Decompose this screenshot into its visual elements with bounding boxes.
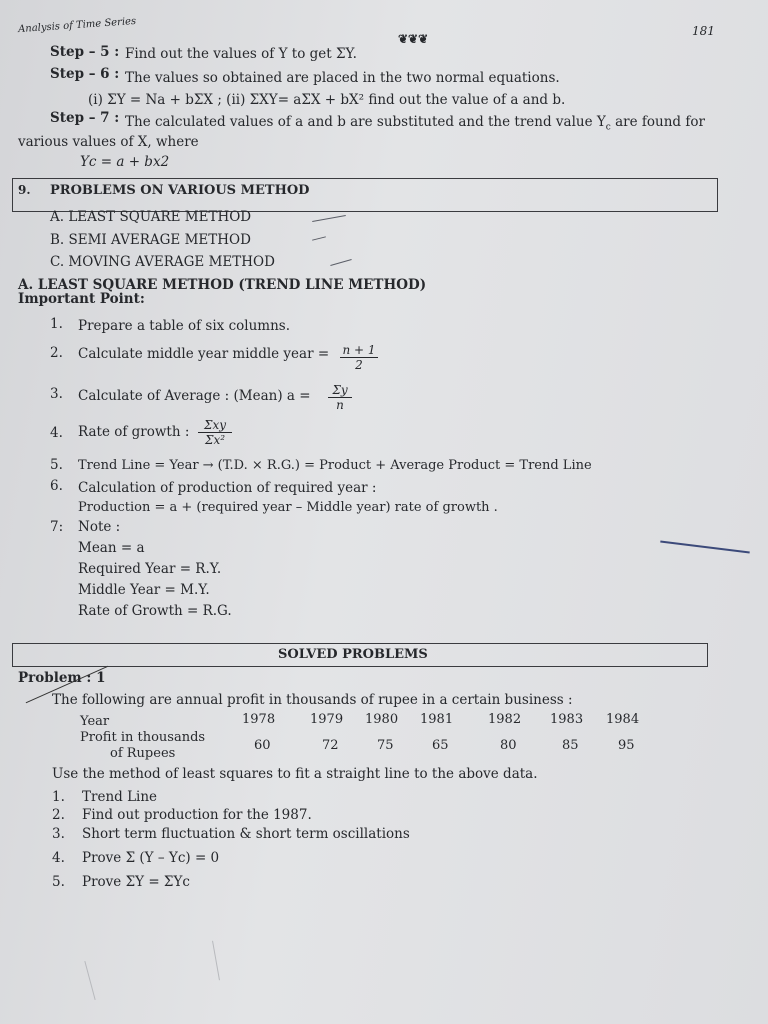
point-4-text: Rate of growth : (78, 424, 190, 440)
middle-year-denominator: 2 (355, 358, 363, 372)
point-4-num: 4. (50, 425, 63, 441)
step7-text-end: are found for (615, 114, 705, 130)
year-cell: 1984 (606, 712, 640, 727)
point-5-num: 5. (50, 457, 63, 473)
profit-cell: 85 (562, 738, 579, 753)
task-5-num: 5. (52, 874, 65, 890)
step6-label: Step – 6 : (50, 66, 120, 82)
pen-stroke-margin (660, 541, 750, 554)
profit-label-line2: of Rupees (110, 746, 176, 761)
step5-text: Find out the values of Y to get ΣY. (125, 46, 357, 62)
year-cell: 1983 (550, 712, 584, 727)
solved-problems-heading: SOLVED PROBLEMS (278, 647, 428, 662)
step7-line2: various values of X, where (18, 134, 199, 150)
year-cell: 1980 (365, 712, 399, 727)
profit-label-line1: Profit in thousands (80, 730, 206, 745)
step5-label: Step – 5 : (50, 44, 120, 60)
point-1-text: Prepare a table of six columns. (78, 318, 290, 334)
method-item-c: C. MOVING AVERAGE METHOD (50, 254, 275, 270)
point-5-text: Trend Line = Year → (T.D. × R.G.) = Product + Average Product = Trend Line (78, 458, 592, 473)
sectionA-heading: A. LEAST SQUARE METHOD (TREND LINE METHOD) (18, 277, 427, 293)
section9-number: 9. (18, 183, 31, 197)
growth-fraction (198, 418, 232, 447)
mean-denominator: n (336, 398, 344, 412)
step7-label: Step – 7 : (50, 110, 120, 126)
task-5-text: Prove ΣY = ΣYc (82, 874, 190, 890)
year-cell: 1979 (310, 712, 344, 727)
year-cell: 1981 (420, 712, 454, 727)
point-2-text: Calculate middle year middle year = (78, 346, 330, 362)
section9-heading: PROBLEMS ON VARIOUS METHOD (50, 183, 310, 198)
step6-text: The values so obtained are placed in the two normal equations. (125, 70, 560, 86)
pencil-mark-curve (84, 961, 95, 1000)
point-3-text: Calculate of Average : (Mean) a = (78, 388, 311, 404)
growth-numerator: Σxy (198, 418, 232, 433)
mean-numerator: Σy (328, 383, 352, 398)
step7-text-main: The calculated values of a and b are substituted and the trend value Y (125, 114, 606, 130)
profit-cell: 60 (254, 738, 271, 753)
pen-tick-b (312, 236, 326, 240)
task-4-text: Prove Σ (Y – Yc) = 0 (82, 850, 220, 866)
task-1-num: 1. (52, 789, 65, 805)
task-1-text: Trend Line (82, 789, 158, 805)
year-cell: 1982 (488, 712, 522, 727)
page-number: 181 (692, 24, 715, 38)
pen-tick-c (330, 259, 351, 266)
point-2-num: 2. (50, 345, 63, 361)
point-7-num: 7: (50, 519, 64, 535)
task-2-text: Find out production for the 1987. (82, 807, 312, 823)
profit-cell: 95 (618, 738, 635, 753)
task-4-num: 4. (52, 850, 65, 866)
running-title: Analysis of Time Series (17, 15, 137, 36)
ornament: ❦❦❦ (398, 32, 429, 46)
note-middle-year: Middle Year = M.Y. (78, 582, 210, 598)
method-item-a: A. LEAST SQUARE METHOD (50, 209, 252, 225)
growth-denominator: Σx² (204, 433, 226, 447)
profit-cell: 80 (500, 738, 517, 753)
mean-fraction (328, 383, 352, 412)
step7-text (125, 114, 705, 133)
note-mean: Mean = a (78, 540, 145, 556)
profit-cell: 72 (322, 738, 339, 753)
method-item-b: B. SEMI AVERAGE METHOD (50, 232, 251, 248)
note-required-year: Required Year = R.Y. (78, 561, 222, 577)
trend-formula: Yc = a + bx2 (80, 154, 170, 170)
profit-cell: 65 (432, 738, 449, 753)
middle-year-numerator: n + 1 (340, 343, 378, 358)
middle-year-fraction (340, 343, 378, 372)
year-cell: 1978 (242, 712, 276, 727)
task-3-num: 3. (52, 826, 65, 842)
pen-tick-a (312, 215, 346, 222)
point-6-num: 6. (50, 478, 63, 494)
point-3-num: 3. (50, 386, 63, 402)
profit-cell: 75 (377, 738, 394, 753)
problem-label: Problem : 1 (18, 670, 106, 686)
important-point: Important Point: (18, 291, 145, 307)
task-2-num: 2. (52, 807, 65, 823)
task-3-text: Short term fluctuation & short term oscillations (82, 826, 410, 842)
step7-sub: c (605, 122, 611, 133)
pencil-mark-bottom (212, 941, 220, 981)
note-rate-of-growth: Rate of Growth = R.G. (78, 603, 232, 619)
production-formula: Production = a + (required year – Middle year) rate of growth . (78, 500, 498, 515)
point-7-text: Note : (78, 519, 121, 535)
point-6-text: Calculation of production of required year : (78, 480, 377, 496)
point-1-num: 1. (50, 316, 63, 332)
problem-instruction: Use the method of least squares to fit a straight line to the above data. (52, 766, 538, 782)
problem-intro: The following are annual profit in thousands of rupee in a certain business : (52, 692, 573, 708)
step6-equations: (i) ΣY = Na + bΣX ; (ii) ΣXY= aΣX + bX² find out the value of a and b. (88, 92, 566, 108)
year-label: Year (80, 714, 110, 729)
